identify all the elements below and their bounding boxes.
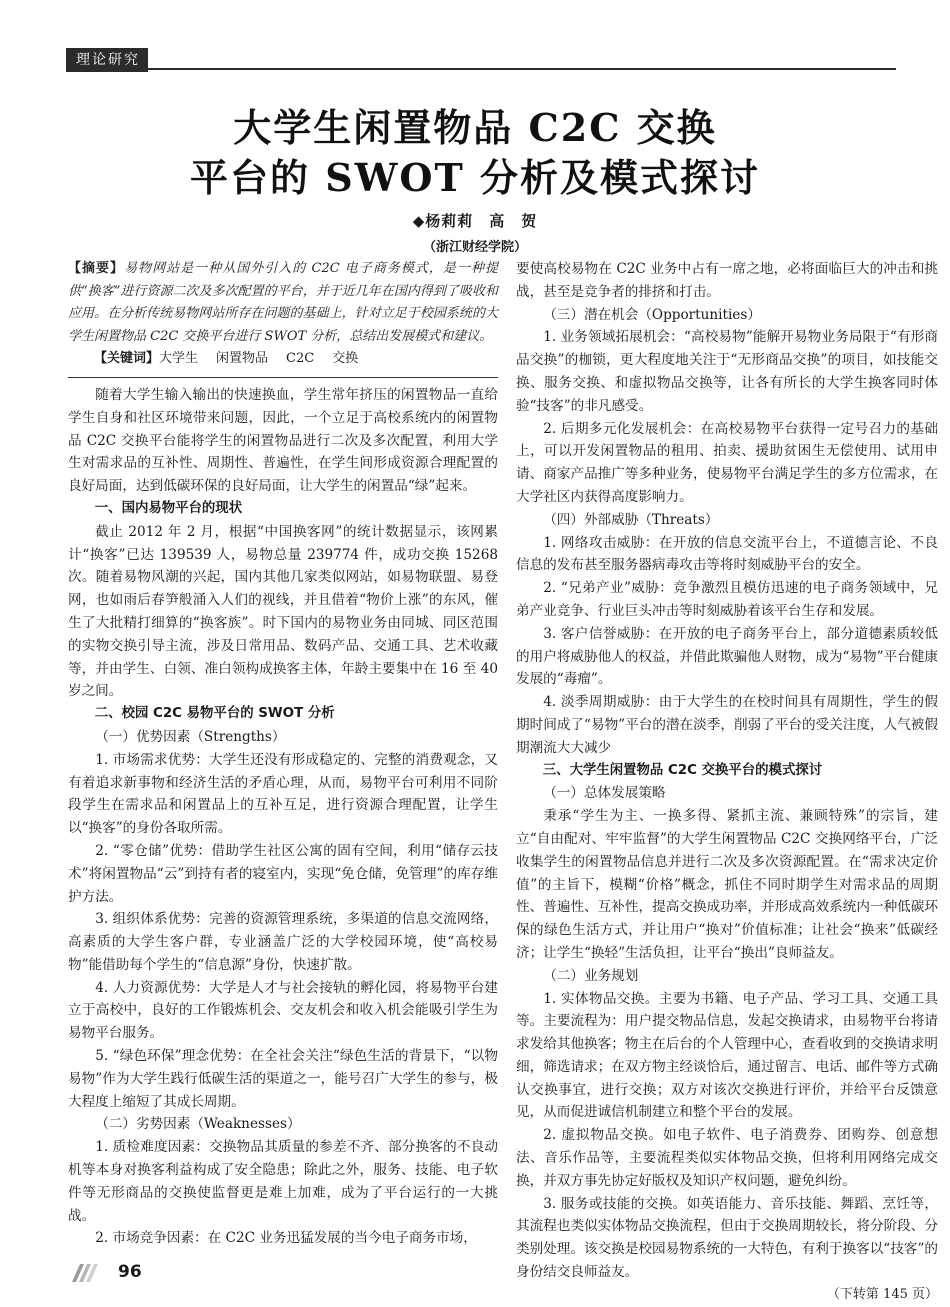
paragraph: 秉承“学生为主、一换多得、紧抓主流、兼顾特殊”的宗旨，建立“自由配对、牢牢监督”的大学生闲置物品 C2C 交换网络平台，广泛收集学生的闲置物品信息并进行二次及多次资源配置。在“需求决定价值”的主旨下，模糊“价格”概念，抓住不同时期学生对需求品的周期性、普遍性、互补性，提高交换成功率，并形成高效系统内一种低碳环保的绿色生活方式，并让用户“换对”价值标准；让社会“换来”低碳经济；让学生“换轻”生活负担，让平台“换出”良师益友。 xyxy=(516,808,938,961)
paragraph: 要使高校易物在 C2C 业务中占有一席之地，必将面临巨大的冲击和挑战，甚至是竞争者的排挤和打击。 xyxy=(516,261,938,300)
paragraph: 2. 后期多元化发展机会：在高校易物平台获得一定号召力的基础上，可以开发闲置物品的租用、拍卖、援助贫困生无偿使用、试用申请、商家产品推广等多种业务，使易物平台满足学生的多方位需求，在大学社区内获得高度影响力。 xyxy=(516,420,938,505)
paragraph: 1. 业务领域拓展机会：“高校易物”能解开易物业务局限于“有形商品交换”的枷锁，更大程度地关注于“无形商品交换”的项目，如技能交换、服务交换、和虚拟物品交换等，让各有所长的大学生换客同时体验“技客”的非凡感受。 xyxy=(516,329,938,414)
paragraph: 2. 市场竞争因素：在 C2C 业务迅猛发展的当今电子商务市场， xyxy=(95,1230,477,1247)
paragraph: 3. 服务或技能的交换。如英语能力、音乐技能、舞蹈、烹饪等，其流程也类似实体物品交换流程，但由于交换周期较长，将分阶段、分类别处理。该交换是校园易物系统的一大特色，有利于换客以“技客”的身份结交良师益友。 xyxy=(516,1195,938,1281)
abstract xyxy=(68,258,498,348)
subsection-heading: （二）劣势因素（Weaknesses） xyxy=(95,1116,301,1133)
subsection-heading: （一）总体发展策略 xyxy=(543,785,666,802)
paragraph: 3. 客户信誉威胁：在开放的电子商务平台上，部分道德素质较低的用户将威胁他人的权益，并借此欺骗他人财物，成为“易物”平台健康发展的“毒瘤”。 xyxy=(516,625,938,688)
abstract-label: 【摘要】 xyxy=(68,261,125,276)
paragraph: 2. “兄弟产业”威胁：竞争激烈且模仿迅速的电子商务领域中，兄弟产业竞争、行业巨头冲击等时刻威胁着该平台生存和发展。 xyxy=(516,580,938,619)
section-heading: 二、校园 C2C 易物平台的 SWOT 分析 xyxy=(94,706,335,722)
paragraph: 随着大学生输入输出的快速换血，学生常年挤压的闲置物品一直给学生自身和社区环境带来问题，因此，一个立足于高校系统内的闲置物品 C2C 交换平台能将学生的闲置物品进行二次及多次配置，利用大学生对需求品的互补性、周期性、普遍性，在学生间形成资源合理配置的良好局面，达到低碳环保的良好局面，让大学生的闲置品“绿”起来。 xyxy=(68,386,498,495)
keywords-label: 【关键词】 xyxy=(94,351,160,367)
paragraph: 4. 人力资源优势：大学是人才与社会接轨的孵化园，将易物平台建立于高校中，良好的工作锻炼机会、交友机会和收入机会能吸引学生为易物平台服务。 xyxy=(68,979,498,1042)
page-number: 96 xyxy=(118,1262,142,1282)
subsection-heading: （一）优势因素（Strengths） xyxy=(95,728,286,745)
paragraph: 2. 虚拟物品交换。如电子软件、电子消费券、团购券、创意想法、音乐作品等，主要流程类似实体物品交换，但将利用网络完成交换，并双方事先协定好版权及知识产权问题，避免纠纷。 xyxy=(516,1127,938,1189)
section-heading: 一、国内易物平台的现状 xyxy=(94,500,243,516)
article-title-line2: 平台的 SWOT 分析及模式探讨 xyxy=(190,155,760,200)
continued-note: （下转第 145 页） xyxy=(826,1286,938,1302)
keywords-row xyxy=(68,348,498,371)
subsection-heading: （二）业务规划 xyxy=(543,967,639,984)
paragraph: 1. 实体物品交换。主要为书籍、电子产品、学习工具、交通工具等。主要流程为：用户提交物品信息，发起交换请求，由易物平台将请求发给其他换客；物主在后台的个人管理中心，查看收到的交换请求明细，筛选请求；在双方物主经谈恰后，通过留言、电话、邮件等方式确认交换事宜，进行交换；双方对该次交换进行评价，并给平台反馈意见，从而促进诚信机制建立和整个平台的发展。 xyxy=(516,990,938,1121)
article-title-line1: 大学生闲置物品 C2C 交换 xyxy=(233,105,717,150)
header-rule xyxy=(66,68,896,70)
paragraph: 1. 质检难度因素：交换物品其质量的参差不齐、部分换客的不良动机等本身对换客利益构成了安全隐患；除此之外，服务、技能、电子软件等无形商品的交换使监督更是难上加难，成为了平台运行的一大挑战。 xyxy=(68,1139,498,1224)
right-column xyxy=(516,258,938,1307)
keyword: 大学生 xyxy=(159,351,199,367)
paragraph: 4. 淡季周期威胁：由于大学生的在校时间具有周期性，学生的假期时间成了“易物”平台的潜在淡季，削弱了平台的受关注度，人气被假期潮流大大减少 xyxy=(516,694,938,756)
paragraph: 1. 市场需求优势：大学生还没有形成稳定的、完整的消费观念，又有着追求新事物和经济生活的矛盾心理，从而，易物平台可利用不同阶段学生在需求品和闲置品上的互补互足，进行资源合理配置，让学生以“换客”的身份各取所需。 xyxy=(68,751,498,837)
keyword: 闲置物品 xyxy=(216,351,269,367)
paragraph: 5. “绿色环保”理念优势：在全社会关注“绿色生活的背景下，“以物易物”作为大学生践行低碳生活的渠道之一，能号召广大学生的参与，极大程度上缩短了其成长周期。 xyxy=(68,1048,498,1110)
subsection-heading: （四）外部威胁（Threats） xyxy=(543,511,719,528)
authors: ◆杨莉莉 高 贺 xyxy=(412,212,538,230)
paragraph: 1. 网络攻击威胁：在开放的信息交流平台上，不道德言论、不良信息的发布甚至服务器病毒攻击等将时刻威胁平台的安全。 xyxy=(516,534,938,574)
paragraph: 3. 组织体系优势：完善的资源管理系统，多渠道的信息交流网络，高素质的大学生客户群，专业涵盖广泛的大学校园环境，使“高校易物”能借助每个学生的“信息源”身份，快速扩散。 xyxy=(68,911,498,973)
subsection-heading: （三）潜在机会（Opportunities） xyxy=(543,306,761,323)
paragraph: 截止 2012 年 2 月，根据“中国换客网”的统计数据显示，该网累计“换客”已达 139539 人，易物总量 239774 件，成功交换 15268 次。随着易物风潮的兴起，国内其他几家类似网站，如易物联盟、易登网，也如雨后春笋般涌入人们的视线，并且借着“物价上涨”的东风，催生了大批精打细算的“换客族”。时下国内的易物业务由同城、同区范围的实物交换引导主流，涉及日常用品、数码产品、交通工具、艺术收藏等，并由学生、白领、准白领构成换客主体，年龄主要集中在 16 至 40 岁之间。 xyxy=(68,523,498,700)
keyword: C2C xyxy=(286,351,315,367)
section-heading: 三、大学生闲置物品 C2C 交换平台的模式探讨 xyxy=(542,762,823,778)
keyword: 交换 xyxy=(332,351,359,367)
abstract-divider xyxy=(68,377,498,378)
paragraph: 2. “零仓储”优势：借助学生社区公寓的固有空间，利用“储存云技术”将闲置物品“云”到持有者的寝室内，实现“免仓储，免管理”的库存维护方法。 xyxy=(68,842,498,905)
section-tag: 理论研究 xyxy=(66,48,148,72)
affiliation: （浙江财经学院） xyxy=(422,240,527,255)
left-column xyxy=(68,258,498,1250)
abstract-text: 易物网站是一种从国外引入的 C2C 电子商务模式，是一种提供“换客”进行资源二次及多次配置的平台，并于近几年在国内得到了吸收和应用。在分析传统易物网站所存在问题的基础上，针对立足于校园系统的大学生闲置物品 C2C 交换平台进行 SWOT 分析，总结出发展模式和建议。 xyxy=(68,261,498,344)
page-ornament-icon xyxy=(70,1262,106,1284)
